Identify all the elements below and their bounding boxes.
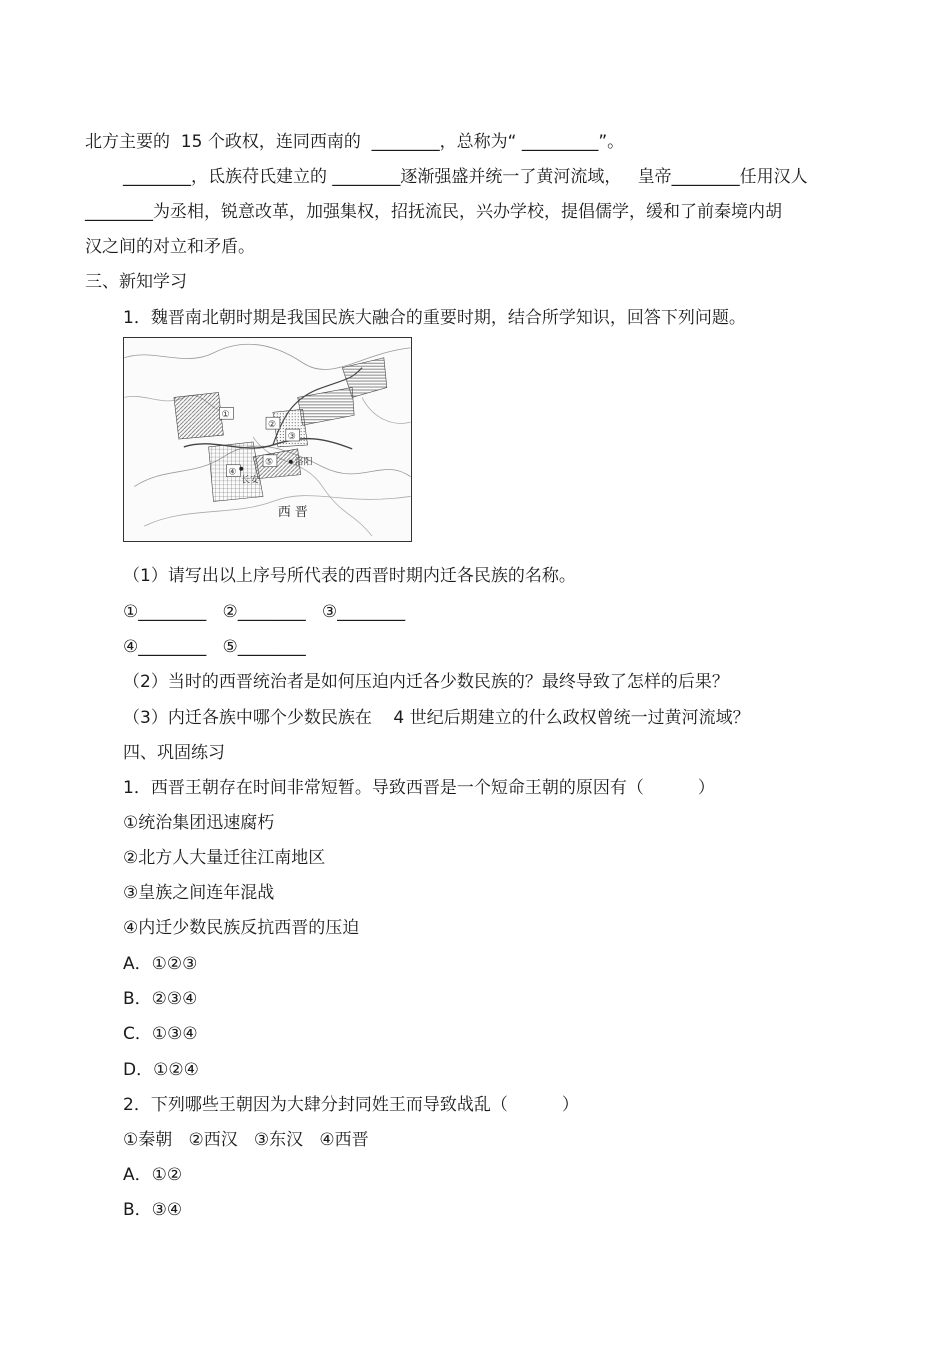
exercise-2-items: ①秦朝 ②西汉 ③东汉 ④西晋 — [123, 1130, 369, 1150]
exercise-2-option-b: B．③④ — [123, 1200, 183, 1220]
exercise-1-item: ③皇族之间连年混战 — [123, 883, 275, 903]
map-label-5: ⑤ — [265, 457, 274, 468]
section-3-question-1: 1．魏晋南北朝时期是我国民族大融合的重要时期，结合所学知识，回答下列问题。 — [123, 308, 746, 328]
exercise-1-option-a: A．①②③ — [123, 954, 198, 974]
history-map-graphic — [124, 338, 411, 541]
history-map-figure — [123, 337, 412, 542]
exercise-1-option-c: C．①③④ — [123, 1024, 198, 1044]
exercise-1-stem: 1．西晋王朝存在时间非常短暂。导致西晋是一个短命王朝的原因有（ ） — [123, 778, 715, 798]
intro-line-4: 汉之间的对立和矛盾。 — [85, 237, 255, 257]
section-3-heading: 三、新知学习 — [85, 272, 187, 292]
exercise-1-item: ①统治集团迅速腐朽 — [123, 813, 275, 833]
exercise-1-option-b: B．②③④ — [123, 989, 198, 1009]
exercise-2-stem: 2．下列哪些王朝因为大肆分封同姓王而导致战乱（ ） — [123, 1095, 579, 1115]
sub-question-1: （1）请写出以上序号所代表的西晋时期内迁各民族的名称。 — [123, 566, 576, 586]
exercise-1-item: ④内迁少数民族反抗西晋的压迫 — [123, 918, 360, 938]
sub-question-3: （3）内迁各族中哪个少数民族在 4 世纪后期建立的什么政权曾统一过黄河流域？ — [123, 708, 750, 728]
map-label-3: ③ — [287, 432, 296, 443]
exercise-1-option-d: D．①②④ — [123, 1060, 199, 1080]
intro-line-1: 北方主要的 15 个政权，连同西南的 ________，总称为“ _________”。 — [85, 132, 625, 152]
map-label-xijin: 西 晋 — [277, 505, 308, 521]
map-label-4: ④ — [228, 467, 237, 478]
intro-line-3: ________为丞相，锐意改革，加强集权，招抚流民，兴办学校，提倡儒学，缓和了前秦境内胡 — [85, 202, 782, 222]
exercise-2-option-a: A．①② — [123, 1165, 183, 1185]
exercise-1-item: ②北方人大量迁往江南地区 — [123, 848, 326, 868]
sub-question-2: （2）当时的西晋统治者是如何压迫内迁各少数民族的？最终导致了怎样的后果？ — [123, 672, 729, 692]
map-label-1: ① — [221, 410, 230, 421]
map-label-2: ② — [267, 420, 276, 431]
answer-blanks-row-2: ④________ ⑤________ — [123, 637, 306, 657]
map-label-changan: 长安 — [241, 475, 260, 486]
section-4-heading: 四、巩固练习 — [123, 743, 225, 763]
answer-blanks-row-1: ①________ ②________ ③________ — [123, 602, 406, 622]
map-label-luoyang: 洛阳 — [294, 457, 313, 468]
intro-line-2: ________，氐族苻氏建立的 ________逐渐强盛并统一了黄河流域， 皇帝________任用汉人 — [123, 167, 808, 187]
